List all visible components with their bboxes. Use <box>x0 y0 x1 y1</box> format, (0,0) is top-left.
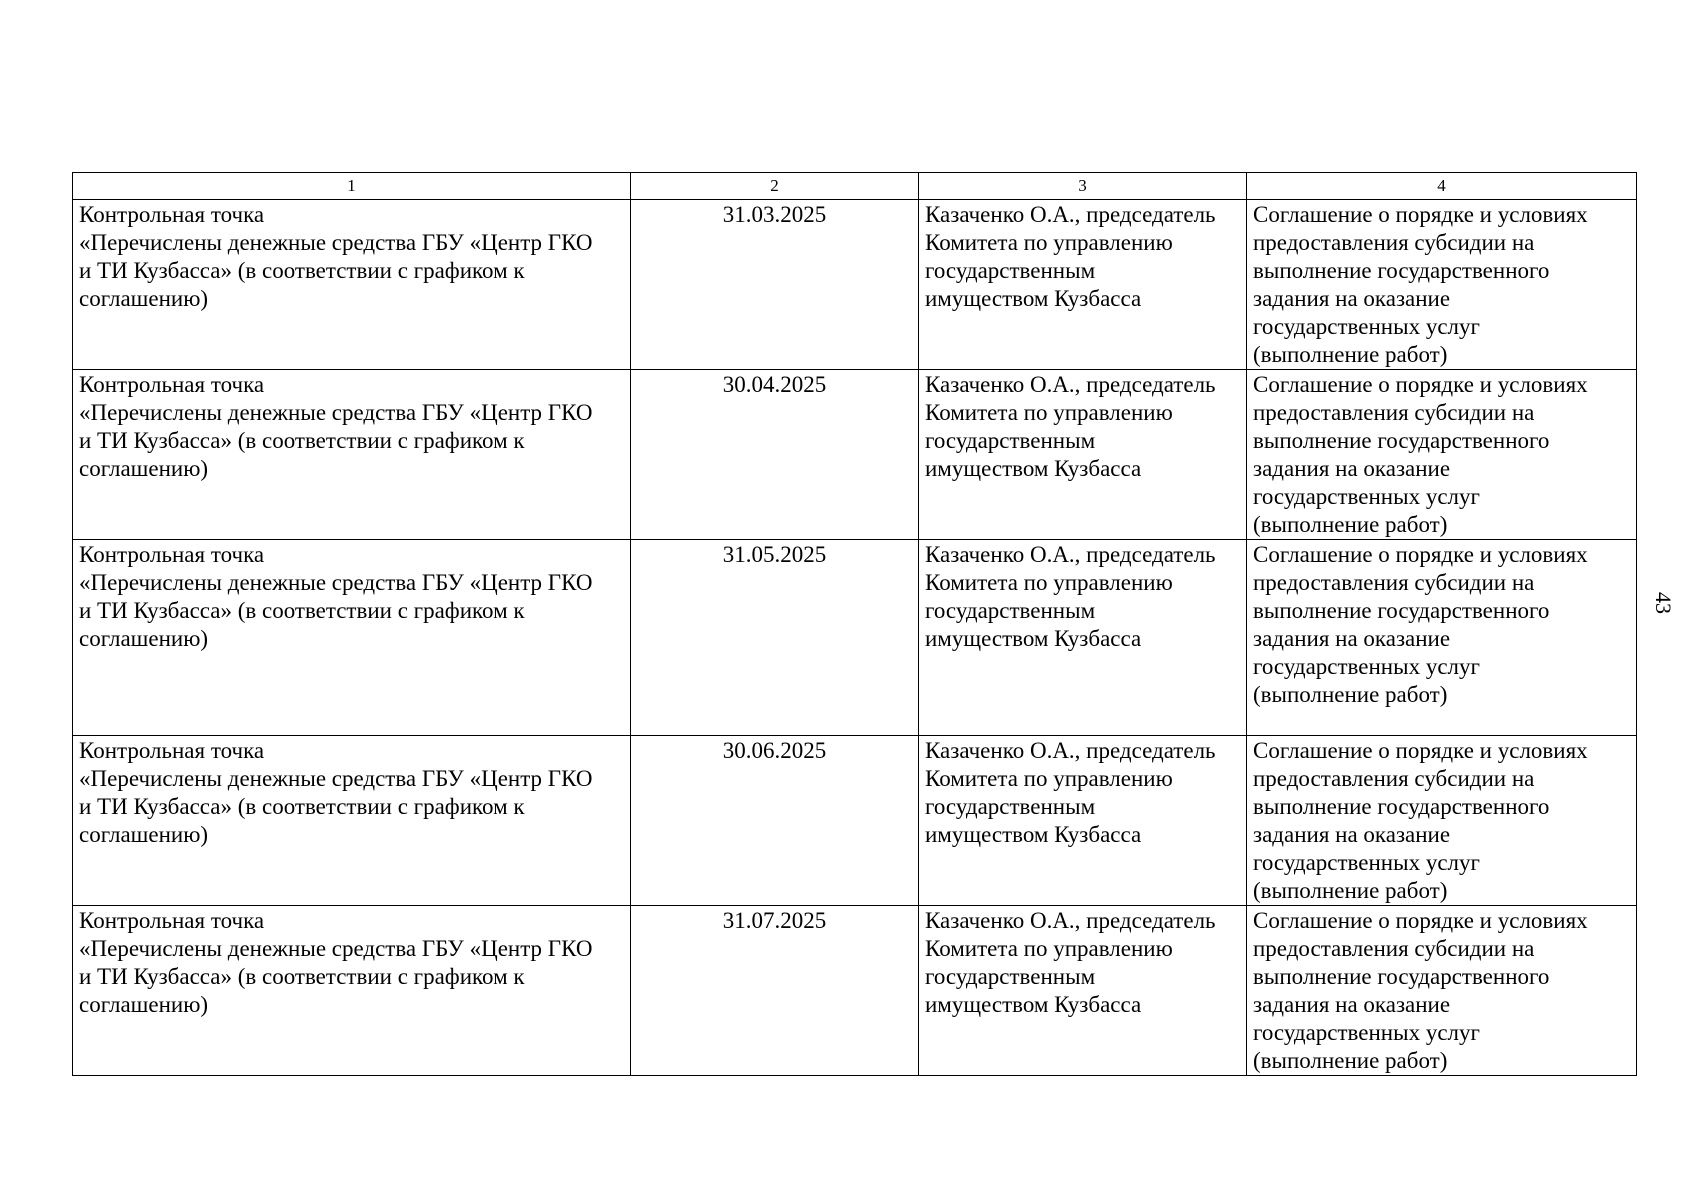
document-text: Соглашение о порядке и условиях предоставления субсидии на выполнение государственного задания на оказание государственных услуг (выполнение работ) <box>1253 202 1588 367</box>
responsible-text: Казаченко О.А., председатель Комитета по управлению государственным имуществом Кузбасса <box>925 372 1216 481</box>
document-text: Соглашение о порядке и условиях предоставления субсидии на выполнение государственного задания на оказание государственных услуг (выполнение работ) <box>1253 372 1588 537</box>
date-cell <box>631 906 919 1076</box>
document-cell <box>1247 200 1637 370</box>
date-text: 30.06.2025 <box>722 738 827 763</box>
document-text: Соглашение о порядке и условиях предоставления субсидии на выполнение государственного задания на оказание государственных услуг (выполнение работ) <box>1253 738 1588 903</box>
date-text: 31.07.2025 <box>722 908 827 933</box>
document-cell <box>1247 540 1637 736</box>
date-cell <box>631 200 919 370</box>
responsible-text: Казаченко О.А., председатель Комитета по управлению государственным имуществом Кузбасса <box>925 738 1216 847</box>
date-text: 31.05.2025 <box>722 542 827 567</box>
document-text: Соглашение о порядке и условиях предоставления субсидии на выполнение государственного задания на оказание государственных услуг (выполнение работ) <box>1253 542 1588 707</box>
responsible-text: Казаченко О.А., председатель Комитета по управлению государственным имуществом Кузбасса <box>925 202 1216 311</box>
event-cell <box>73 200 631 370</box>
table-row <box>73 370 1637 540</box>
responsible-cell <box>919 200 1247 370</box>
table-header-row <box>73 173 1637 200</box>
column-header-1: 1 <box>73 173 631 200</box>
table-row <box>73 736 1637 906</box>
event-cell <box>73 906 631 1076</box>
date-text: 31.03.2025 <box>722 202 827 227</box>
table-row <box>73 200 1637 370</box>
page-number: 43 <box>1651 592 1676 614</box>
event-text: Контрольная точка «Перечислены денежные средства ГБУ «Центр ГКО и ТИ Кузбасса» (в соответствии с графиком к соглашению) <box>79 542 593 651</box>
control-points-table <box>72 172 1637 1076</box>
column-header-4: 4 <box>1247 173 1637 200</box>
date-cell <box>631 736 919 906</box>
column-header-2: 2 <box>631 173 919 200</box>
responsible-cell <box>919 370 1247 540</box>
event-cell <box>73 540 631 736</box>
document-text: Соглашение о порядке и условиях предоставления субсидии на выполнение государственного задания на оказание государственных услуг (выполнение работ) <box>1253 908 1588 1073</box>
date-cell <box>631 370 919 540</box>
event-cell <box>73 370 631 540</box>
document-cell <box>1247 906 1637 1076</box>
responsible-cell <box>919 540 1247 736</box>
event-text: Контрольная точка «Перечислены денежные средства ГБУ «Центр ГКО и ТИ Кузбасса» (в соответствии с графиком к соглашению) <box>79 738 593 847</box>
responsible-text: Казаченко О.А., председатель Комитета по управлению государственным имуществом Кузбасса <box>925 908 1216 1017</box>
event-text: Контрольная точка «Перечислены денежные средства ГБУ «Центр ГКО и ТИ Кузбасса» (в соответствии с графиком к соглашению) <box>79 372 593 481</box>
event-text: Контрольная точка «Перечислены денежные средства ГБУ «Центр ГКО и ТИ Кузбасса» (в соответствии с графиком к соглашению) <box>79 202 593 311</box>
table-row <box>73 906 1637 1076</box>
column-header-3: 3 <box>919 173 1247 200</box>
responsible-text: Казаченко О.А., председатель Комитета по управлению государственным имуществом Кузбасса <box>925 542 1216 651</box>
responsible-cell <box>919 736 1247 906</box>
date-text: 30.04.2025 <box>722 372 827 397</box>
responsible-cell <box>919 906 1247 1076</box>
event-text: Контрольная точка «Перечислены денежные средства ГБУ «Центр ГКО и ТИ Кузбасса» (в соответствии с графиком к соглашению) <box>79 908 593 1017</box>
date-cell <box>631 540 919 736</box>
event-cell <box>73 736 631 906</box>
table-row <box>73 540 1637 736</box>
document-cell <box>1247 736 1637 906</box>
document-cell <box>1247 370 1637 540</box>
